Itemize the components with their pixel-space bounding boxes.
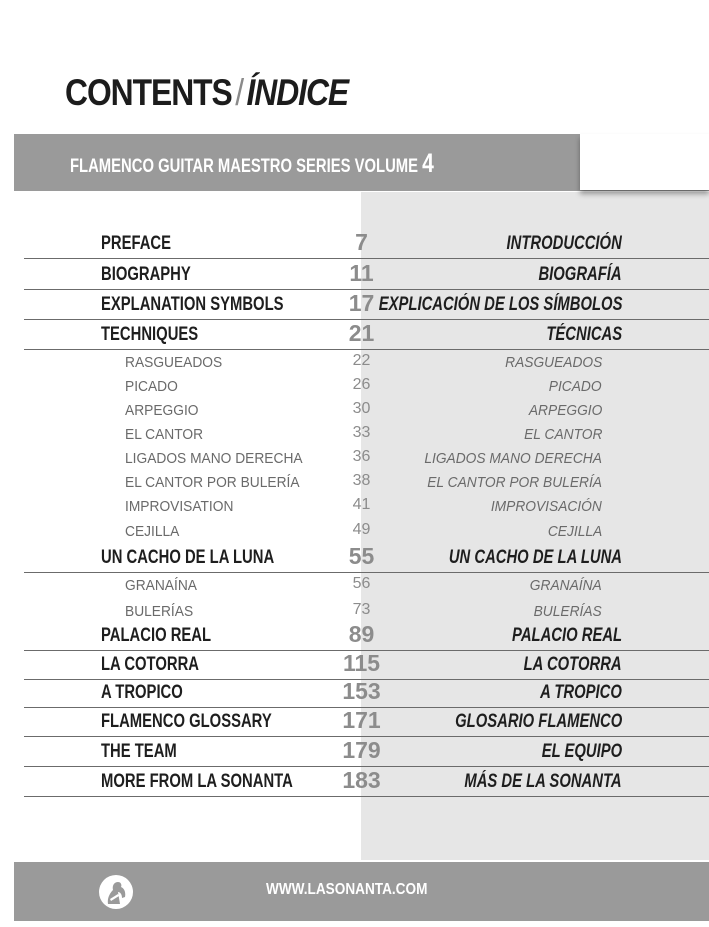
toc-english-title: EL CANTOR [125,427,204,443]
toc-spanish-title: GRANAÍNA [530,578,602,594]
banner-tab [580,134,709,190]
toc-row[interactable] [24,229,709,259]
toc-row[interactable] [24,737,709,767]
toc-page-number: 153 [342,678,381,704]
toc-spanish-title: EL EQUIPO [541,741,622,762]
toc-english-title: BIOGRAPHY [101,264,191,285]
toc-page-number: 89 [348,621,375,647]
toc-page-number: 17 [348,290,375,316]
toc-row[interactable] [24,708,709,737]
toc-english-title: LA COTORRA [101,654,199,675]
toc-spanish-title: PALACIO REAL [511,625,622,646]
title-spanish: ÍNDICE [246,72,349,113]
toc-english-title: A TROPICO [101,682,183,703]
toc-spanish-title: LA COTORRA [524,654,622,675]
series-title [70,148,434,179]
toc-spanish-title: EL CANTOR POR BULERÍA [427,475,602,491]
title-english: CONTENTS [65,72,232,113]
toc-row[interactable] [24,290,709,320]
toc-page-number: 22 [352,352,371,369]
toc-english-title: EL CANTOR POR BULERÍA [125,475,300,491]
toc-row[interactable] [24,470,709,494]
website-link[interactable]: WWW.LASONANTA.COM [266,881,428,898]
toc-spanish-title: LIGADOS MANO DERECHA [424,451,602,467]
toc-page-number: 73 [352,601,371,618]
toc-english-title: CEJILLA [125,524,180,540]
toc-row[interactable] [24,422,709,446]
toc-row[interactable] [24,320,709,350]
toc-english-title: ARPEGGIO [125,403,199,419]
toc-english-title: LIGADOS MANO DERECHA [125,451,303,467]
toc-spanish-title: CEJILLA [547,524,602,540]
toc-row[interactable] [24,767,709,797]
series-name: FLAMENCO GUITAR MAESTRO SERIES VOLUME [70,156,419,177]
toc-page-number: 115 [342,650,381,676]
toc-english-title: BULERÍAS [125,604,194,620]
toc-english-title: THE TEAM [101,741,177,762]
toc-page-number: 41 [352,496,371,513]
toc-spanish-title: A TROPICO [540,682,622,703]
toc-english-title: GRANAÍNA [125,578,197,594]
guitarist-silhouette-icon [98,874,134,910]
page-title [65,72,348,114]
toc-spanish-title: GLOSARIO FLAMENCO [454,711,622,732]
toc-english-title: MORE FROM LA SONANTA [101,771,293,792]
toc-page-number: 55 [348,543,375,569]
toc-page-number: 30 [352,400,371,417]
toc-spanish-title: BULERÍAS [533,604,602,620]
title-separator: / [235,72,244,113]
toc-spanish-title: UN CACHO DE LA LUNA [448,547,622,568]
toc-page-number: 38 [352,472,371,489]
toc-row[interactable] [24,374,709,398]
toc-row[interactable] [24,398,709,422]
toc-english-title: TECHNIQUES [101,324,199,345]
toc-english-title: PALACIO REAL [101,625,212,646]
toc-row[interactable] [24,573,709,597]
toc-spanish-title: INTRODUCCIÓN [506,233,622,254]
toc-spanish-title: ARPEGGIO [528,403,602,419]
toc-spanish-title: EXPLICACIÓN DE LOS SÍMBOLOS [378,294,622,315]
toc-row[interactable] [24,446,709,470]
toc-spanish-title: EL CANTOR [523,427,602,443]
toc-page-number: 26 [352,376,371,393]
toc-english-title: UN CACHO DE LA LUNA [101,547,275,568]
toc-english-title: PICADO [125,379,178,395]
toc-row[interactable] [24,623,709,651]
toc-page-number: 179 [342,737,381,763]
toc-spanish-title: BIOGRAFÍA [538,264,622,285]
toc-spanish-title: IMPROVISACIÓN [491,499,602,515]
toc-page-number: 7 [355,229,368,255]
toc-page-number: 171 [342,707,381,733]
toc-row[interactable] [24,518,709,543]
toc-page-number: 11 [349,260,374,286]
toc-english-title: IMPROVISATION [125,499,234,515]
toc-spanish-title: MÁS DE LA SONANTA [464,771,622,792]
toc-row[interactable] [24,543,709,573]
toc-page-number: 21 [348,320,375,346]
toc-english-title: FLAMENCO GLOSSARY [101,711,272,732]
toc-row[interactable] [24,680,709,708]
toc-english-title: PREFACE [101,233,172,254]
toc-row[interactable] [24,494,709,518]
toc-spanish-title: TÉCNICAS [546,324,622,345]
toc-page-number: 33 [352,424,371,441]
toc-page-number: 49 [352,521,371,538]
toc-row[interactable] [24,597,709,623]
toc-page-number: 36 [352,448,371,465]
series-volume: 4 [422,148,434,178]
toc-page-number: 183 [342,767,381,793]
toc-spanish-title: PICADO [549,379,602,395]
toc-page-number: 56 [352,575,371,592]
toc-english-title: RASGUEADOS [125,355,223,371]
toc-row[interactable] [24,259,709,290]
toc-row[interactable] [24,651,709,680]
footer-band [14,862,709,921]
toc-row[interactable] [24,350,709,374]
toc-spanish-title: RASGUEADOS [504,355,602,371]
toc-english-title: EXPLANATION SYMBOLS [101,294,284,315]
